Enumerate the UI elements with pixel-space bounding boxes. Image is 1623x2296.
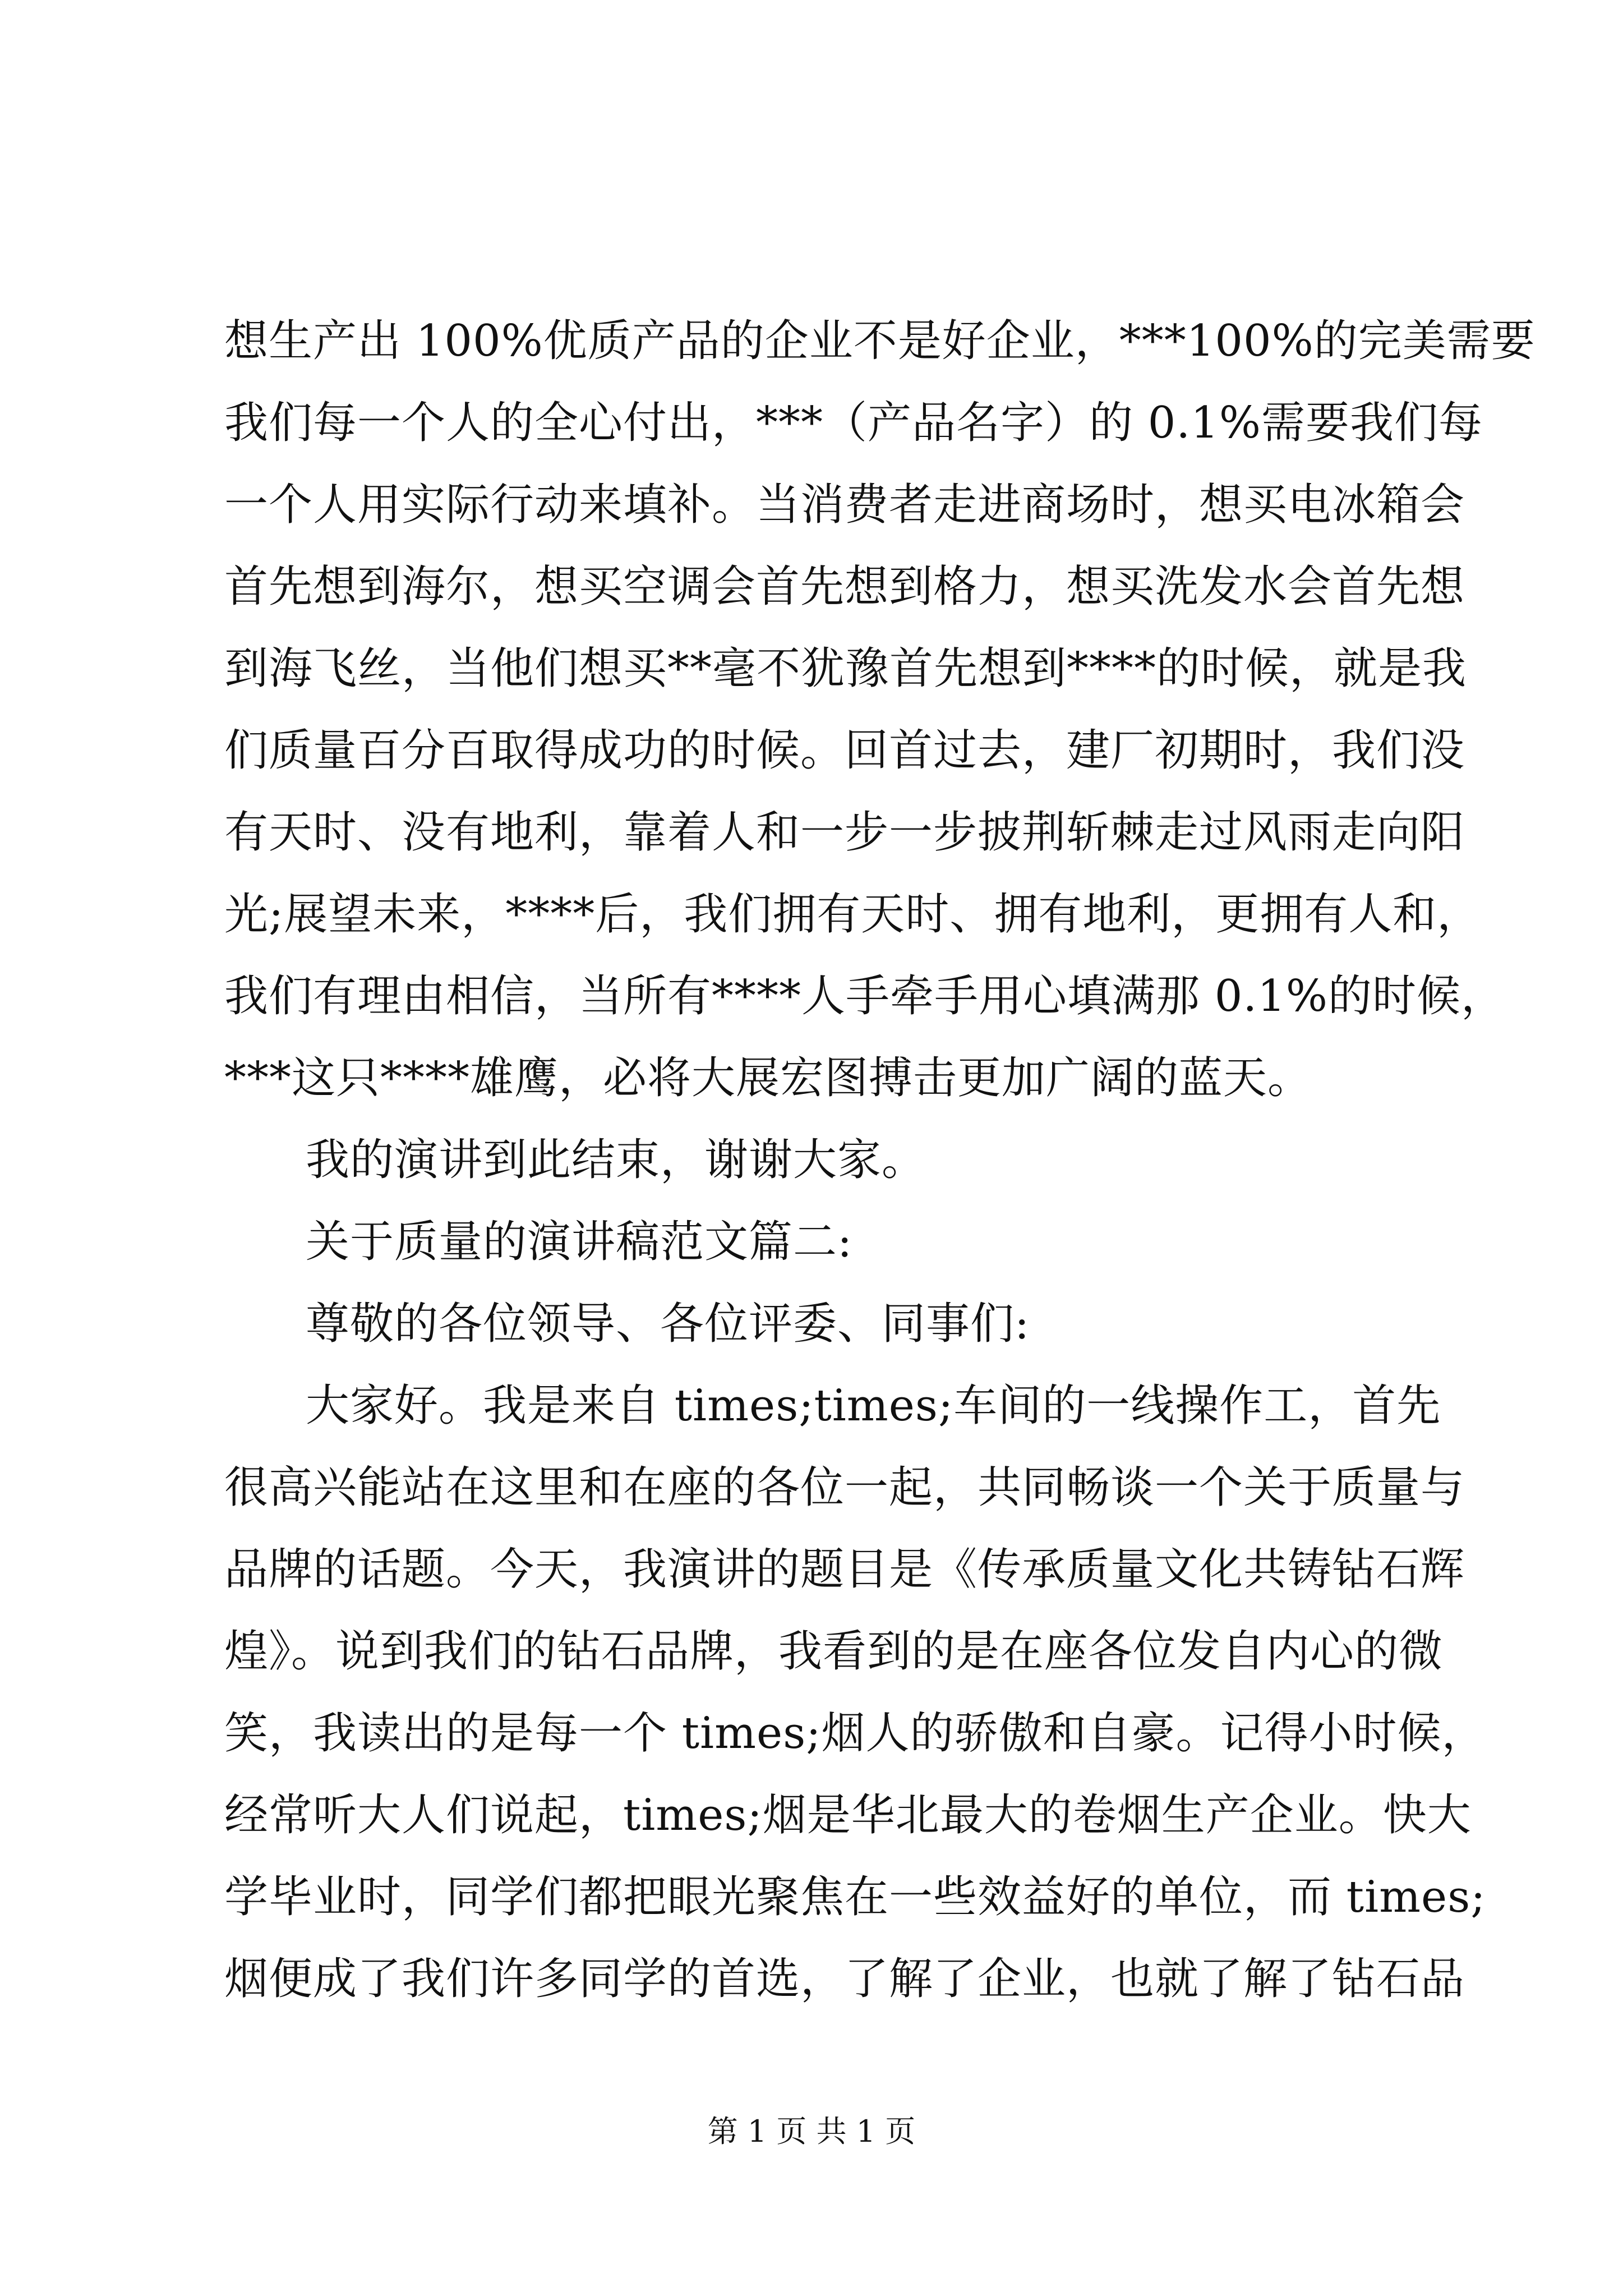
section-heading: 关于质量的演讲稿范文篇二:	[306, 1217, 853, 1267]
body-line-20: 学毕业时，同学们都把眼光聚焦在一些效益好的单位，而 times;	[224, 1872, 1486, 1922]
body-line-3: 一个人用实际行动来填补。当消费者走进商场时，想买电冰箱会	[224, 480, 1465, 530]
body-line-6: 们质量百分百取得成功的时候。回首过去，建厂初期时，我们没	[224, 725, 1465, 776]
body-line-21: 烟便成了我们许多同学的首选，了解了企业，也就了解了钻石品	[224, 1954, 1465, 2004]
body-line-5: 到海飞丝，当他们想买**毫不犹豫首先想到****的时候，就是我	[224, 643, 1467, 694]
body-line-8: 光;展望未来，****后，我们拥有天时、拥有地利，更拥有人和，	[224, 889, 1482, 940]
body-line-17: 煌》。说到我们的钻石品牌，我看到的是在座各位发自内心的微	[224, 1626, 1444, 1677]
page-footer: 第 1 页 共 1 页	[707, 2114, 916, 2149]
body-line-19: 经常听大人们说起，times;烟是华北最大的卷烟生产企业。快大	[224, 1790, 1472, 1841]
body-line-9: 我们有理由相信，当所有****人手牵手用心填满那 0.1%的时候，	[224, 971, 1505, 1022]
body-line-14: 大家好。我是来自 times;times;车间的一线操作工，首先	[306, 1381, 1441, 1431]
body-line-18: 笑，我读出的是每一个 times;烟人的骄傲和自豪。记得小时候，	[224, 1708, 1486, 1759]
closing-line: 我的演讲到此结束，谢谢大家。	[306, 1135, 926, 1185]
body-line-15: 很高兴能站在这里和在座的各位一起，共同畅谈一个关于质量与	[224, 1462, 1465, 1513]
body-line-7: 有天时、没有地利，靠着人和一步一步披荆斩棘走过风雨走向阳	[224, 807, 1465, 858]
body-line-10: ***这只****雄鹰，必将大展宏图搏击更加广阔的蓝天。	[224, 1053, 1312, 1103]
body-line-2: 我们每一个人的全心付出，***（产品名字）的 0.1%需要我们每	[224, 398, 1483, 448]
body-line-16: 品牌的话题。今天，我演讲的题目是《传承质量文化共铸钻石辉	[224, 1544, 1465, 1595]
salutation-line: 尊敬的各位领导、各位评委、同事们:	[306, 1299, 1030, 1349]
body-line-4: 首先想到海尔，想买空调会首先想到格力，想买洗发水会首先想	[224, 562, 1465, 612]
body-line-1: 想生产出 100%优质产品的企业不是好企业，***100%的完美需要	[224, 316, 1536, 366]
